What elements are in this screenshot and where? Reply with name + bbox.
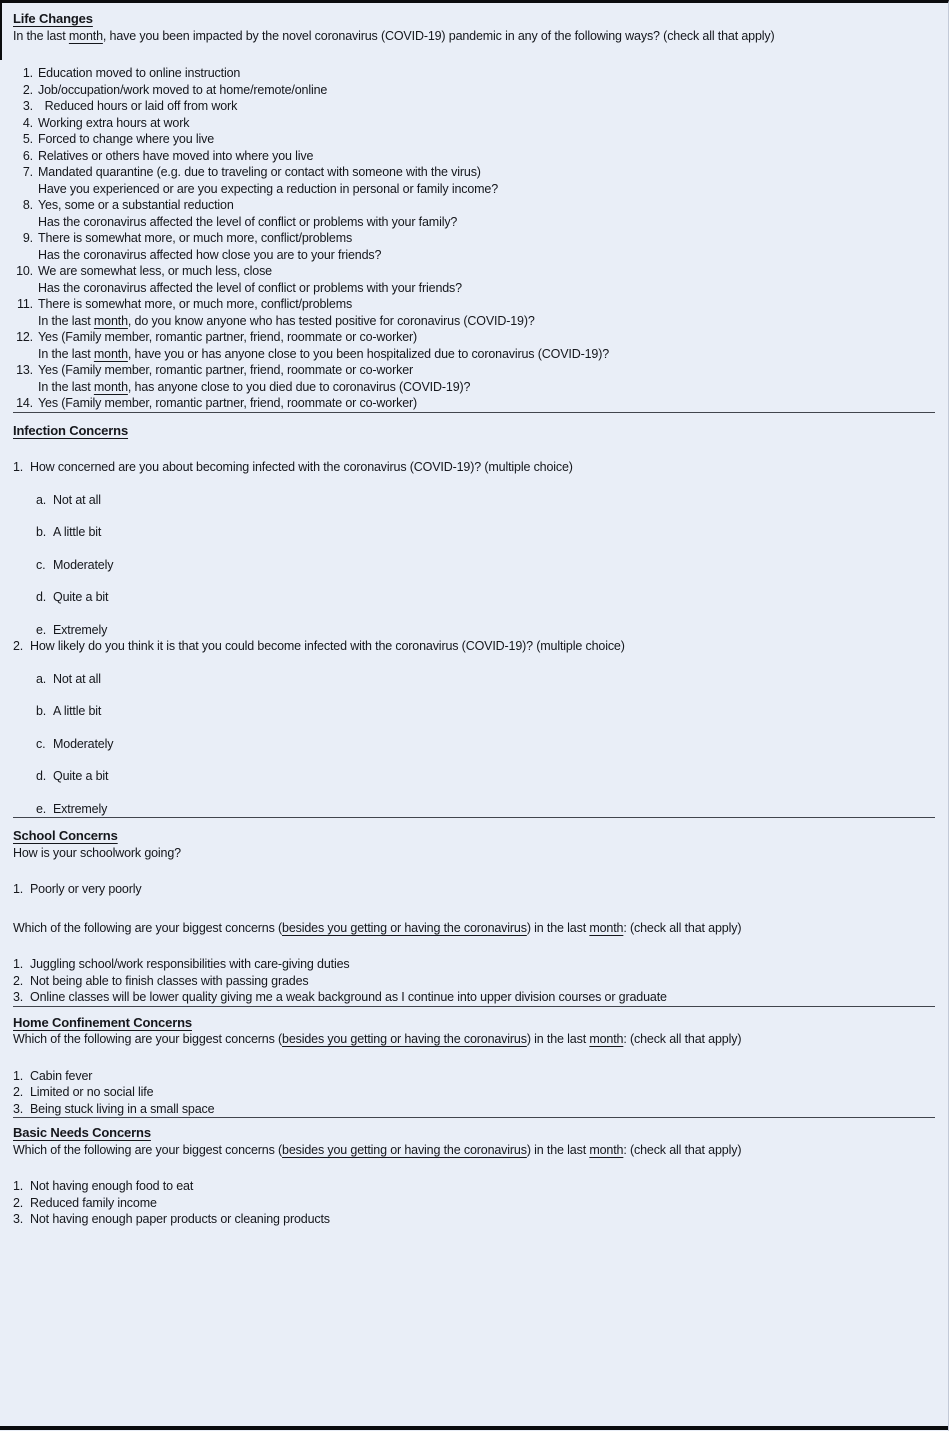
underlined-text-run: month (589, 920, 624, 935)
list-item (13, 131, 935, 148)
text-run: : (check all that apply) (623, 1142, 742, 1157)
list-item (13, 379, 935, 396)
text-run: ) in the last (526, 1142, 590, 1157)
home-which-question (13, 1031, 935, 1048)
option-text: Extremely (53, 801, 108, 816)
option-row (36, 622, 935, 639)
question-row (13, 459, 935, 476)
text-run: Has the coronavirus affected the level of conflict or problems with your friends? (38, 280, 462, 295)
list-item (13, 296, 935, 313)
page-content (0, 3, 948, 1228)
list-item (13, 148, 935, 165)
question-number: 2. (13, 639, 24, 653)
section-divider (13, 1006, 935, 1007)
item-text (38, 148, 313, 165)
text-run: Working extra hours at work (38, 115, 190, 130)
item-number: 3. (13, 990, 24, 1004)
option-row (36, 671, 935, 688)
infection-questions (13, 459, 935, 817)
section-divider (13, 817, 935, 818)
option-text: Quite a bit (53, 590, 109, 604)
section-title-infection-concerns: Infection Concerns (13, 422, 129, 438)
underlined-text-run: besides you getting or having the coronavirus (282, 1032, 527, 1046)
school-concerns-list (13, 956, 935, 1006)
question-block (13, 459, 935, 638)
item-text (38, 181, 498, 198)
list-item (13, 263, 935, 280)
item-text (38, 247, 381, 264)
option-letter: a. (36, 492, 47, 507)
item-text (38, 115, 189, 132)
item-number: 1. (13, 1068, 24, 1083)
list-item (13, 214, 935, 231)
item-number: 9. (22, 231, 33, 245)
basic-needs-which-question (13, 1142, 935, 1159)
item-number: 7. (22, 165, 33, 179)
text-run: Which of the following are your biggest concerns ( (13, 1032, 283, 1046)
options-list (13, 671, 935, 818)
page-left-edge-mark (0, 3, 2, 60)
text-run: Poorly or very poorly (30, 882, 142, 896)
underlined-text-run: month (93, 379, 128, 394)
section-title-basic-needs: Basic Needs Concerns (13, 1125, 151, 1140)
list-item (13, 1068, 935, 1085)
list-item (13, 973, 935, 990)
item-number (13, 313, 33, 330)
text-run: Education moved to online instruction (38, 66, 241, 80)
list-item (13, 115, 935, 132)
question-text: How concerned are you about becoming infected with the coronavirus (COVID-19)? (multiple choice) (30, 460, 573, 474)
option-letter: d. (36, 590, 47, 604)
item-text (38, 82, 327, 99)
list-item (13, 197, 935, 214)
option-row (36, 801, 935, 818)
option-text: Quite a bit (53, 769, 109, 783)
text-run: Not having enough paper products or cleaning products (30, 1212, 330, 1226)
underlined-text-run: month (589, 1032, 624, 1046)
list-item (13, 881, 935, 898)
list-item (13, 329, 935, 346)
text-run: There is somewhat more, or much more, conflict/problems (38, 231, 353, 245)
item-text (38, 346, 609, 363)
text-run: There is somewhat more, or much more, conflict/problems (38, 297, 353, 311)
item-number: 2. (22, 82, 33, 97)
underlined-text-run: month (93, 346, 128, 361)
option-text: A little bit (53, 525, 102, 539)
text-run: ) in the last (526, 920, 590, 935)
section-life-changes (13, 11, 935, 412)
item-number: 2. (13, 1195, 24, 1210)
option-letter: c. (36, 736, 46, 751)
item-text (38, 65, 240, 82)
item-text (38, 214, 457, 231)
underlined-text-run: month (589, 1142, 624, 1157)
text-run: Yes (Family member, romantic partner, friend, roommate or co-worker) (38, 330, 418, 344)
option-text: Extremely (53, 622, 108, 637)
text-run: Reduced family income (30, 1195, 157, 1210)
options-list (13, 492, 935, 639)
text-run: Not having enough food to eat (30, 1179, 194, 1193)
list-item (13, 164, 935, 181)
item-text (38, 197, 234, 214)
list-item (13, 98, 935, 115)
text-run: Yes (Family member, romantic partner, friend, roommate or co-worker (38, 363, 414, 377)
text-run: Forced to change where you live (38, 132, 215, 146)
list-item (13, 362, 935, 379)
list-item (13, 280, 935, 297)
item-number: 1. (13, 882, 24, 896)
text-run: , have you or has anyone close to you been hospitalized due to coronavirus (COVID-19)? (127, 346, 610, 361)
item-number: 10. (16, 264, 33, 278)
section-divider (13, 1117, 935, 1118)
item-text (30, 1084, 153, 1101)
item-text (30, 1068, 92, 1085)
list-item (13, 1195, 935, 1212)
question-text: How likely do you think it is that you could become infected with the coronavirus (COVID-19)? (multiple choice) (30, 639, 625, 653)
list-item (13, 65, 935, 82)
list-item (13, 1101, 935, 1118)
basic-needs-list (13, 1178, 935, 1228)
item-text (38, 131, 214, 148)
option-letter: e. (36, 801, 47, 816)
text-run: Yes, some or a substantial reduction (38, 198, 234, 212)
item-text (30, 956, 349, 973)
item-text (30, 989, 667, 1006)
option-row (36, 736, 935, 753)
option-row (36, 557, 935, 574)
question-number: 1. (13, 460, 24, 474)
item-number: 6. (22, 148, 33, 163)
text-run: ) in the last (526, 1032, 590, 1046)
option-text: Not at all (53, 671, 101, 686)
item-number: 14. (16, 396, 33, 410)
list-item (13, 346, 935, 363)
item-number: 11. (17, 297, 33, 311)
item-number: 2. (13, 1085, 24, 1099)
school-rating-list (13, 881, 935, 898)
item-number: 12. (16, 330, 33, 344)
item-text (30, 881, 141, 898)
section-infection-concerns (13, 423, 935, 818)
list-item (13, 1084, 935, 1101)
text-run: Has the coronavirus affected the level of conflict or problems with your family? (38, 214, 458, 229)
question-row (13, 638, 935, 655)
text-run: In the last (38, 379, 94, 394)
section-home-confinement-concerns (13, 1015, 935, 1118)
text-run: , have you been impacted by the novel coronavirus (COVID-19) pandemic in any of the following ways? (check all that apply) (102, 28, 775, 43)
item-text (38, 280, 462, 297)
option-letter: b. (36, 525, 47, 539)
item-number: 8. (22, 198, 33, 212)
item-text (38, 230, 352, 247)
text-run: Job/occupation/work moved to at home/remote/online (38, 82, 328, 97)
home-concerns-list (13, 1068, 935, 1118)
item-number: 1. (22, 66, 33, 80)
item-text (38, 379, 470, 396)
item-text (30, 1211, 330, 1228)
item-text (30, 1178, 193, 1195)
text-run: Yes (Family member, romantic partner, friend, roommate or co-worker) (38, 396, 418, 410)
text-run: : (check all that apply) (623, 1032, 742, 1046)
section-title-life-changes: Life Changes (13, 11, 93, 26)
underlined-text-run: besides you getting or having the coronavirus (282, 920, 527, 935)
item-number: 13. (16, 363, 33, 377)
item-number (13, 280, 33, 297)
list-item (13, 395, 935, 412)
item-number: 1. (13, 957, 24, 971)
item-number (13, 247, 33, 264)
section-title-school-concerns: School Concerns (13, 828, 118, 843)
life-changes-list (13, 65, 935, 412)
section-title-home-confinement: Home Confinement Concerns (13, 1014, 192, 1030)
text-run: Has the coronavirus affected how close you are to your friends? (38, 247, 382, 262)
option-text: A little bit (53, 704, 102, 718)
item-number: 3. (13, 1212, 24, 1226)
text-run: In the last (13, 28, 69, 43)
item-text (38, 98, 237, 115)
option-letter: a. (36, 671, 47, 686)
text-run: Juggling school/work responsibilities with care-giving duties (30, 957, 350, 971)
item-number: 2. (13, 973, 24, 988)
list-item (13, 230, 935, 247)
item-number: 4. (22, 115, 33, 130)
item-text (38, 329, 417, 346)
item-text (30, 1101, 214, 1118)
text-run: Being stuck living in a small space (30, 1101, 215, 1116)
option-letter: d. (36, 769, 47, 783)
item-text (38, 313, 535, 330)
item-text (38, 362, 413, 379)
list-item (13, 956, 935, 973)
text-run: Cabin fever (30, 1068, 93, 1083)
list-item (13, 181, 935, 198)
item-text (38, 296, 352, 313)
item-text (30, 1195, 157, 1212)
life-changes-intro (13, 28, 935, 45)
item-number (13, 181, 33, 198)
text-run: We are somewhat less, or much less, close (38, 264, 272, 278)
option-row (36, 524, 935, 541)
list-item (13, 1178, 935, 1195)
option-text: Moderately (53, 557, 114, 572)
text-run: : (check all that apply) (623, 920, 742, 935)
item-number (13, 214, 33, 231)
list-item (13, 313, 935, 330)
option-text: Not at all (53, 492, 101, 507)
underlined-text-run: month (68, 28, 103, 43)
text-run: , do you know anyone who has tested positive for coronavirus (COVID-19)? (127, 313, 535, 328)
option-letter: b. (36, 704, 47, 718)
item-number: 5. (22, 132, 33, 146)
item-text (30, 973, 308, 990)
page-bottom-border (0, 1426, 948, 1430)
text-run: In the last (38, 313, 94, 328)
item-number: 3. (13, 1101, 24, 1116)
section-divider (13, 412, 935, 413)
underlined-text-run: month (93, 313, 128, 328)
list-item (13, 1211, 935, 1228)
item-number: 1. (13, 1179, 24, 1193)
text-run: Mandated quarantine (e.g. due to traveling or contact with someone with the virus) (38, 165, 481, 179)
text-run: Not being able to finish classes with passing grades (30, 973, 309, 988)
option-row (36, 589, 935, 606)
option-row (36, 703, 935, 720)
option-letter: e. (36, 622, 47, 637)
item-text (38, 164, 481, 181)
item-text (38, 263, 272, 280)
item-text (38, 395, 417, 412)
text-run: In the last (38, 346, 94, 361)
school-lead-question: How is your schoolwork going? (13, 845, 181, 860)
text-run: Limited or no social life (30, 1085, 154, 1099)
list-item (13, 989, 935, 1006)
option-row (36, 492, 935, 509)
text-run: Relatives or others have moved into where you live (38, 148, 314, 163)
option-text: Moderately (53, 736, 114, 751)
text-run: Which of the following are your biggest concerns ( (13, 1142, 283, 1157)
text-run: Reduced hours or laid off from work (38, 99, 238, 113)
section-basic-needs-concerns (13, 1125, 935, 1228)
text-run: Have you experienced or are you expecting a reduction in personal or family income? (38, 181, 499, 196)
list-item (13, 247, 935, 264)
item-number (13, 346, 33, 363)
section-school-concerns (13, 828, 935, 1006)
option-row (36, 768, 935, 785)
item-number: 3. (22, 99, 33, 113)
question-block (13, 638, 935, 817)
list-item (13, 82, 935, 99)
text-run: Which of the following are your biggest concerns ( (13, 920, 283, 935)
text-run: , has anyone close to you died due to coronavirus (COVID-19)? (127, 379, 471, 394)
item-number (13, 379, 33, 396)
underlined-text-run: besides you getting or having the coronavirus (282, 1142, 527, 1157)
option-letter: c. (36, 557, 46, 572)
school-which-question (13, 920, 935, 937)
text-run: Online classes will be lower quality giving me a weak background as I continue into upper division courses or graduate (30, 990, 667, 1004)
